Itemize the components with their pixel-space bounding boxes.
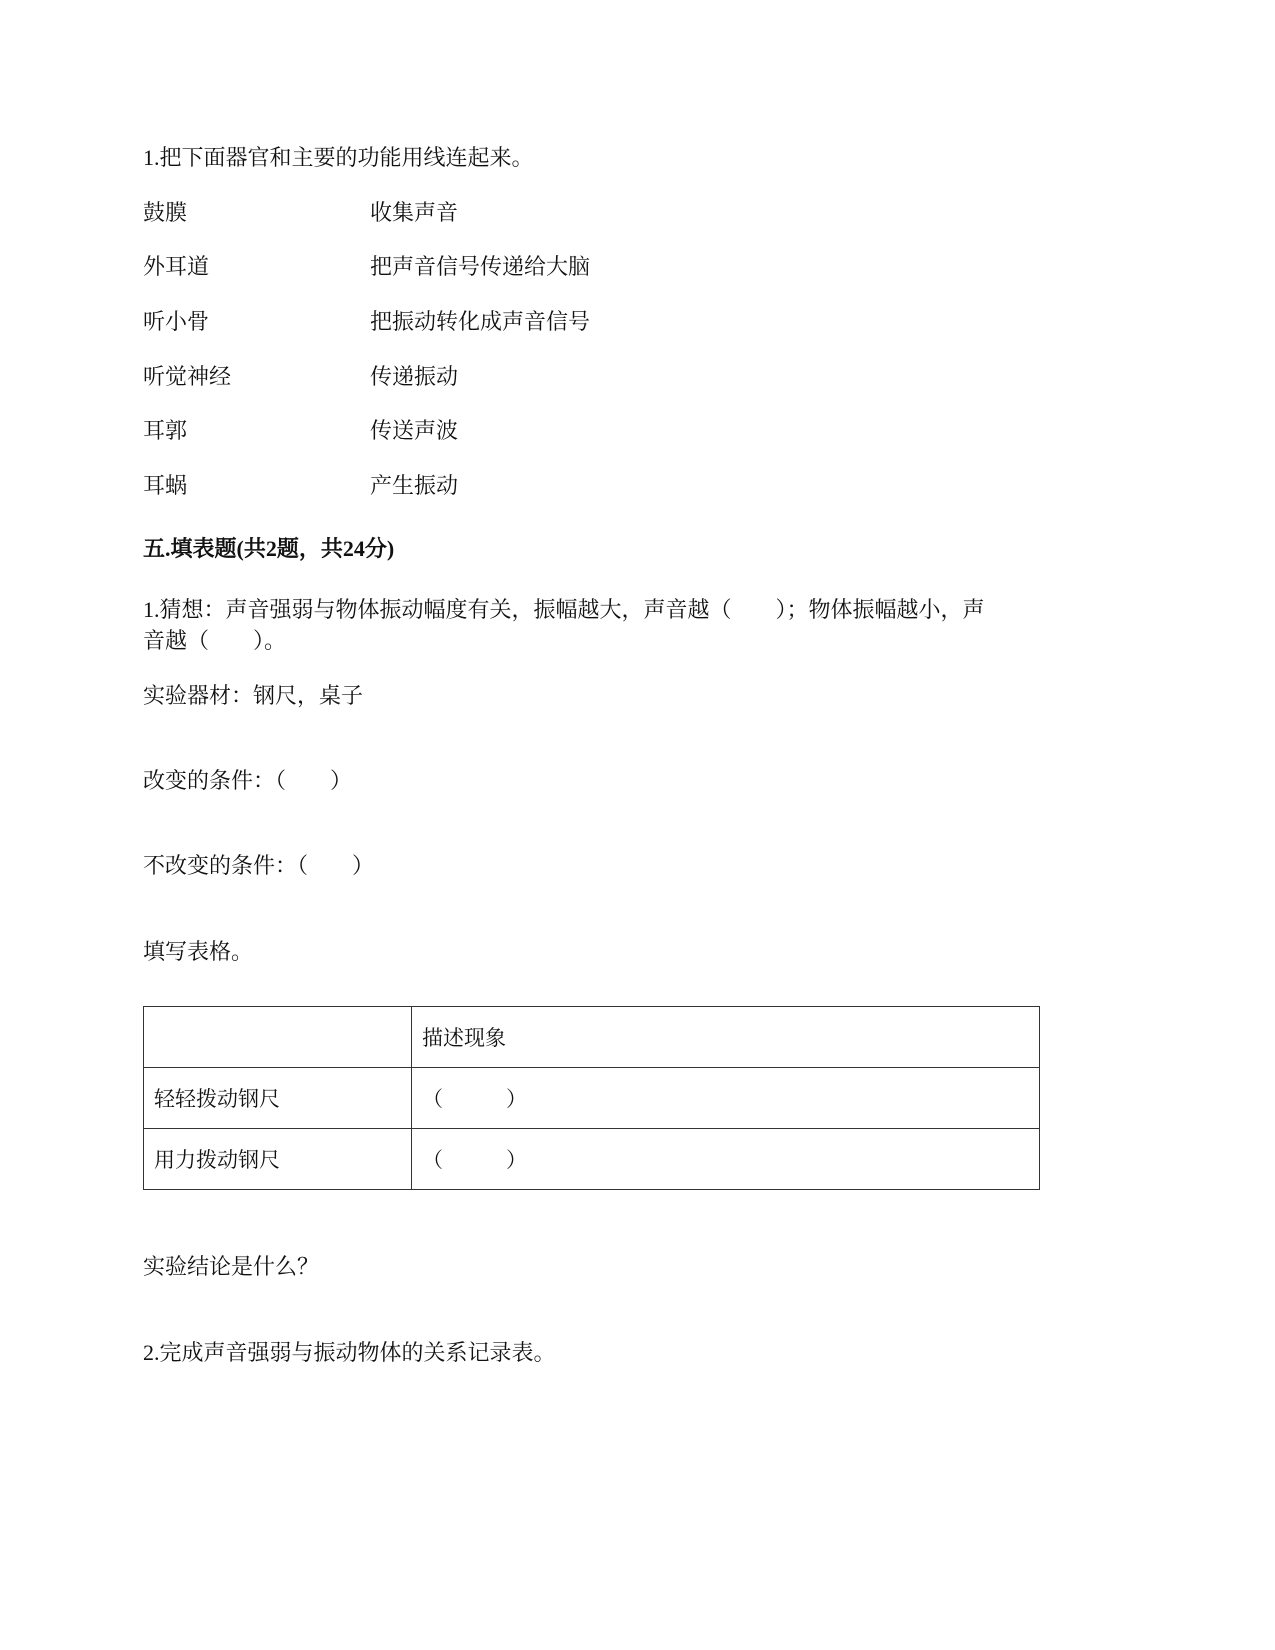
organ-item: 耳郭 xyxy=(143,418,188,443)
table-cell xyxy=(144,1007,412,1068)
observation-table xyxy=(143,1006,1040,1190)
question-1-title: 1.把下面器官和主要的功能用线连起来。 xyxy=(143,145,534,170)
organ-item: 外耳道 xyxy=(143,254,210,279)
fill-table-instruction: 填写表格。 xyxy=(143,939,254,964)
table-row xyxy=(144,1068,1040,1129)
organ-item: 听觉神经 xyxy=(143,364,232,389)
function-item: 产生振动 xyxy=(370,473,459,498)
conclusion-question: 实验结论是什么？ xyxy=(143,1254,320,1279)
function-item: 把声音信号传递给大脑 xyxy=(370,254,591,279)
fill-q1-line1: 1.猜想：声音强弱与物体振动幅度有关，振幅越大，声音越（ ）；物体振幅越小，声 xyxy=(143,597,985,622)
materials: 实验器材：钢尺，桌子 xyxy=(143,683,364,708)
table-cell: （ ） xyxy=(412,1068,1040,1129)
changed-condition: 改变的条件：（ ） xyxy=(143,768,353,793)
unchanged-condition: 不改变的条件：（ ） xyxy=(143,853,375,878)
section-heading: 五.填表题(共2题，共24分) xyxy=(143,536,395,561)
organ-item: 鼓膜 xyxy=(143,200,188,225)
table-cell: （ ） xyxy=(412,1129,1040,1190)
organ-item: 听小骨 xyxy=(143,309,210,334)
table-row xyxy=(144,1129,1040,1190)
organ-item: 耳蜗 xyxy=(143,473,188,498)
table-cell: 用力拨动钢尺 xyxy=(144,1129,412,1190)
table-cell: 轻轻拨动钢尺 xyxy=(144,1068,412,1129)
function-item: 传递振动 xyxy=(370,364,459,389)
fill-q2-title: 2.完成声音强弱与振动物体的关系记录表。 xyxy=(143,1340,556,1365)
function-item: 收集声音 xyxy=(370,200,459,225)
table-header-row xyxy=(144,1007,1040,1068)
table-header-cell: 描述现象 xyxy=(412,1007,1040,1068)
fill-q1-line2: 音越（ ）。 xyxy=(143,628,287,653)
function-item: 把振动转化成声音信号 xyxy=(370,309,591,334)
function-item: 传送声波 xyxy=(370,418,459,443)
